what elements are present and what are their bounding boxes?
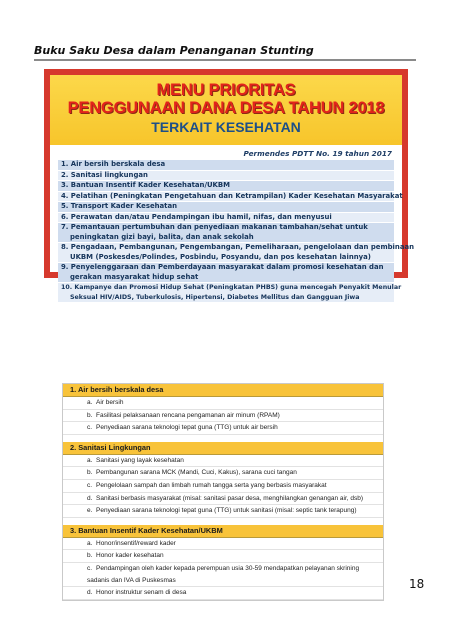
item-text: Honor kader kesehatan bbox=[96, 552, 164, 560]
item-letter: b. bbox=[87, 411, 93, 419]
menu-item bbox=[58, 181, 394, 192]
section-heading: 2. Sanitasi Lingkungan bbox=[63, 442, 383, 455]
menu-item-text: 8. Pengadaan, Pembangunan, Pengembangan, Pemeliharaan, pengelolaan dan pembinaan bbox=[61, 243, 415, 251]
banner-title-line2: PENGGUNAAN DANA DESA TAHUN 2018 bbox=[67, 99, 385, 117]
section-item bbox=[63, 587, 383, 600]
item-text: Sanitasi berbasis masyarakat (misal: sanitasi pasar desa, menghilangkan genangan air, dsb) bbox=[96, 494, 364, 502]
menu-item bbox=[58, 160, 394, 171]
menu-item-text: 7. Pemantauan pertumbuhan dan penyediaan makanan tambahan/sehat untuk bbox=[61, 223, 368, 231]
item-text: Honor/insentif/reward kader bbox=[96, 539, 176, 547]
section-item bbox=[63, 422, 383, 435]
banner-title-line1: MENU PRIORITAS bbox=[156, 81, 296, 99]
priority-menu-list bbox=[50, 160, 415, 303]
section-heading: 1. Air bersih berskala desa bbox=[63, 384, 383, 397]
priority-menu-infographic bbox=[44, 69, 415, 301]
menu-item-text-continued: Seksual HIV/AIDS, Tuberkulosis, Hipertensi, Diabetes Mellitus dan Gangguan Jiwa bbox=[70, 293, 360, 301]
section-item bbox=[63, 455, 383, 468]
menu-item-text: 5. Transport Kader Kesehatan bbox=[61, 202, 178, 210]
item-letter: e. bbox=[87, 507, 93, 515]
item-letter: d. bbox=[87, 589, 93, 597]
item-text: Air bersih bbox=[96, 399, 124, 406]
menu-item-text: 2. Sanitasi lingkungan bbox=[61, 170, 148, 179]
page-header-title: Buku Saku Desa dalam Penanganan Stunting bbox=[34, 44, 314, 57]
item-letter: a. bbox=[87, 399, 93, 406]
menu-item bbox=[58, 171, 394, 182]
item-letter: d. bbox=[87, 494, 93, 502]
menu-item bbox=[58, 213, 394, 224]
section-heading: 3. Bantuan Insentif Kader Kesehatan/UKBM bbox=[63, 525, 383, 538]
item-letter: c. bbox=[87, 481, 93, 489]
menu-item bbox=[58, 263, 394, 283]
page-number: 18 bbox=[409, 577, 425, 591]
menu-item bbox=[58, 243, 415, 263]
section-item bbox=[63, 563, 383, 587]
item-letter: a. bbox=[87, 456, 93, 464]
item-text: Penyediaan sarana teknologi tepat guna (TTG) untuk sanitasi (misal: septic tank terapung) bbox=[96, 507, 357, 515]
section-item bbox=[63, 493, 383, 506]
item-text: Sanitasi yang layak kesehatan bbox=[96, 456, 184, 464]
menu-item-text: 4. Pelatihan (Peningkatan Pengetahuan dan Ketrampilan) Kader Kesehatan Masyarakat bbox=[61, 191, 403, 200]
menu-item-text-continued: peningkatan gizi bayi, balita, dan anak sekolah bbox=[70, 232, 254, 241]
menu-item bbox=[58, 283, 402, 303]
item-text: Fasilitasi pelaksanaan rencana pengamanan air minum (RPAM) bbox=[96, 411, 280, 419]
menu-item bbox=[58, 191, 403, 203]
section-item bbox=[63, 538, 383, 551]
item-letter: c. bbox=[87, 424, 93, 432]
regulation-reference: Permendes PDTT No. 19 tahun 2017 bbox=[243, 149, 392, 158]
infographic-banner bbox=[50, 75, 402, 145]
item-letter: b. bbox=[87, 552, 93, 560]
section-item bbox=[63, 410, 383, 423]
item-letter: b. bbox=[87, 469, 93, 477]
menu-item bbox=[58, 202, 394, 213]
menu-item-text-continued: UKBM (Poskesdes/Polindes, Posbindu, Posyandu, dan pos kesehatan lainnya) bbox=[70, 252, 371, 261]
menu-item-text: 9. Penyelenggaraan dan Pemberdayaan masyarakat dalam promosi kesehatan dan bbox=[61, 263, 384, 271]
banner-subtitle: TERKAIT KESEHATAN bbox=[151, 119, 301, 135]
menu-item-text: 6. Perawatan dan/atau Pendampingan ibu hamil, nifas, dan menyusui bbox=[61, 212, 332, 221]
menu-item-text: 1. Air bersih berskala desa bbox=[61, 160, 166, 168]
item-text: Pendampingan oleh kader kepada perempuan usia 30-59 mendapatkan pelayanan skrining sadanis dan IVA di Puskesmas bbox=[87, 564, 360, 584]
section-item bbox=[63, 397, 383, 410]
infographic-body bbox=[50, 75, 415, 301]
menu-item-text: 10. Kampanye dan Promosi Hidup Sehat (Peningkatan PHBS) guna mencegah Penyakit Menular bbox=[61, 284, 402, 291]
item-text: Pembangunan sarana MCK (Mandi, Cuci, Kakus), sarana cuci tangan bbox=[96, 469, 297, 477]
header-divider bbox=[34, 59, 416, 61]
menu-item-text: 3. Bantuan Insentif Kader Kesehatan/UKBM bbox=[61, 181, 230, 189]
menu-item-text-continued: gerakan masyarakat hidup sehat bbox=[70, 272, 199, 281]
section-item bbox=[63, 505, 383, 518]
menu-item bbox=[58, 223, 394, 243]
section-item bbox=[63, 467, 383, 480]
priority-detail-table bbox=[62, 383, 384, 601]
item-letter: a. bbox=[87, 539, 93, 547]
item-text: Pengelolaan sampah dan limbah rumah tangga serta yang berbasis masyarakat bbox=[96, 481, 327, 489]
section-item bbox=[63, 480, 383, 493]
item-text: Penyediaan sarana teknologi tepat guna (TTG) untuk air bersih bbox=[96, 424, 278, 432]
item-text: Honor instruktur senam di desa bbox=[96, 589, 187, 597]
item-letter: c. bbox=[87, 564, 93, 572]
section-item bbox=[63, 550, 383, 563]
